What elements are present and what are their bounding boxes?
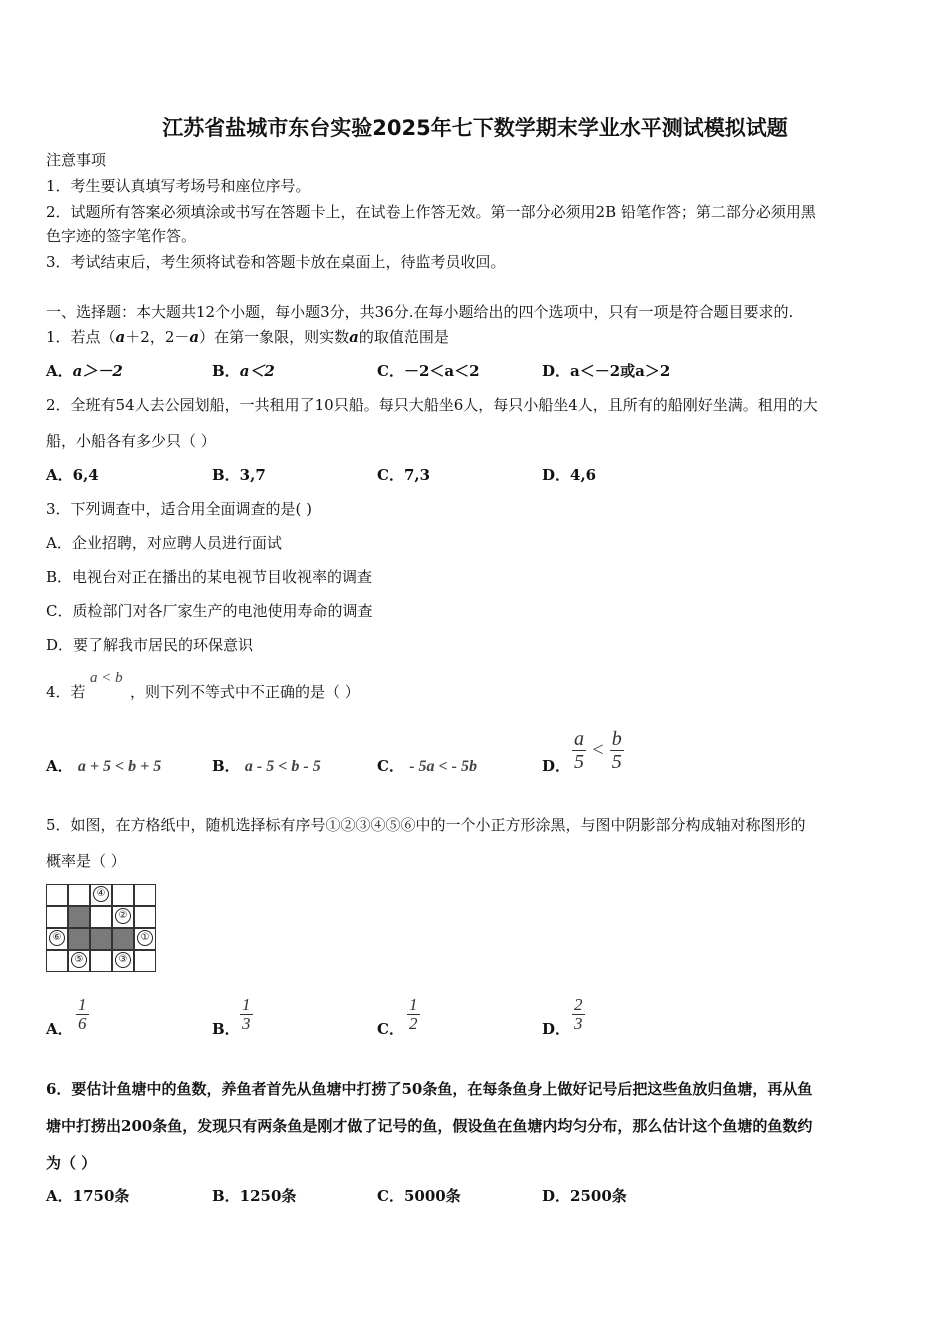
option-c: C．7,3 [377, 466, 431, 484]
question-5-line: 概率是（ ） [46, 852, 126, 870]
question-6-line: 6．要估计鱼塘中的鱼数，养鱼者首先从鱼塘中打捞了50条鱼，在每条鱼身上做好记号后把这些鱼放归鱼塘，再从鱼 [46, 1080, 813, 1098]
option-c: C．5000条 [377, 1187, 461, 1205]
option-d: D．4,6 [542, 466, 597, 484]
option-b: B． a - 5 < b - 5 [212, 757, 321, 775]
option-c: C．质检部门对各厂家生产的电池使用寿命的调查 [46, 602, 373, 620]
option-b-fraction: $\frac{1}{3}$ [242, 995, 251, 1033]
option-b: B．a＜2 [212, 362, 275, 380]
question-2-line: 2．全班有54人去公园划船，一共租用了10只船。每只大船坐6人，每只小船坐4人，且所有的船刚好坐满。租用的大 [46, 396, 818, 414]
question-4-stem-b: ，则下列不等式中不正确的是（ ） [130, 683, 360, 701]
option-c-fraction: $\frac{1}{2}$ [409, 995, 418, 1033]
option-a-fraction: $\frac{1}{6}$ [78, 995, 87, 1033]
grid-label-6: ⑥ [49, 930, 65, 946]
option-b-label: B． [212, 1020, 240, 1038]
grid-label-4: ④ [93, 886, 109, 902]
question-6-line: 为（ ） [46, 1154, 97, 1172]
option-a: A．企业招聘，对应聘人员进行面试 [46, 534, 282, 552]
option-d: D．2500条 [542, 1187, 627, 1205]
question-1-stem: 1．若点（a＋2，2－a）在第一象限，则实数a的取值范围是 [46, 328, 449, 346]
option-b: B．3,7 [212, 466, 266, 484]
option-d-expression: $\frac{a}{5}$ < $\frac{b}{5}$ [574, 728, 622, 773]
question-6-line: 塘中打捞出200条鱼，发现只有两条鱼是刚才做了记号的鱼，假设鱼在鱼塘内均匀分布，那么估计这个鱼塘的鱼数约 [46, 1117, 813, 1135]
option-c: C．－2＜a＜2 [377, 362, 480, 380]
option-d-label: D． [542, 757, 571, 775]
notice-line: 1．考生要认真填写考场号和座位序号。 [46, 177, 311, 195]
option-a: A． a + 5 < b + 5 [46, 757, 162, 775]
option-c: C． - 5a < - 5b [377, 757, 477, 775]
notice-line: 2．试题所有答案必须填涂或书写在答题卡上，在试卷上作答无效。第一部分必须用2B 铅笔作答；第二部分必须用黑 [46, 203, 816, 221]
option-a: A．6,4 [46, 466, 99, 484]
option-a: A．a＞－2 [46, 362, 123, 380]
option-a-label: A． [46, 1020, 73, 1038]
question-4-condition: a < b [90, 670, 123, 686]
square-grid-figure [46, 884, 159, 972]
notice-heading: 注意事项 [46, 151, 107, 169]
notice-line: 3．考试结束后，考生须将试卷和答题卡放在桌面上，待监考员收回。 [46, 253, 506, 271]
section-heading: 一、选择题：本大题共12个小题，每小题3分，共36分.在每小题给出的四个选项中，只有一项是符合题目要求的. [46, 303, 794, 321]
option-d: D．要了解我市居民的环保意识 [46, 636, 254, 654]
grid-label-3: ③ [115, 952, 131, 968]
option-b: B．电视台对正在播出的某电视节目收视率的调查 [46, 568, 373, 586]
option-d-label: D． [542, 1020, 571, 1038]
grid-label-1: ① [137, 930, 153, 946]
notice-line: 色字迹的签字笔作答。 [46, 227, 197, 245]
page-title: 江苏省盐城市东台实验2025年七下数学期末学业水平测试模拟试题 [162, 116, 788, 140]
option-a: A．1750条 [46, 1187, 130, 1205]
option-d-fraction: $\frac{2}{3}$ [574, 995, 583, 1033]
question-2-line: 船，小船各有多少只（ ） [46, 432, 216, 450]
option-b: B．1250条 [212, 1187, 297, 1205]
question-5-line: 5．如图，在方格纸中，随机选择标有序号①②③④⑤⑥中的一个小正方形涂黑，与图中阴影部分构成轴对称图形的 [46, 816, 806, 834]
grid-label-2: ② [115, 908, 131, 924]
question-4-stem-a: 4．若 [46, 683, 86, 701]
question-3-stem: 3．下列调查中，适合用全面调查的是( ) [46, 500, 313, 518]
option-c-label: C． [377, 1020, 404, 1038]
option-d: D．a＜－2或a＞2 [542, 362, 671, 380]
grid-label-5: ⑤ [71, 952, 87, 968]
